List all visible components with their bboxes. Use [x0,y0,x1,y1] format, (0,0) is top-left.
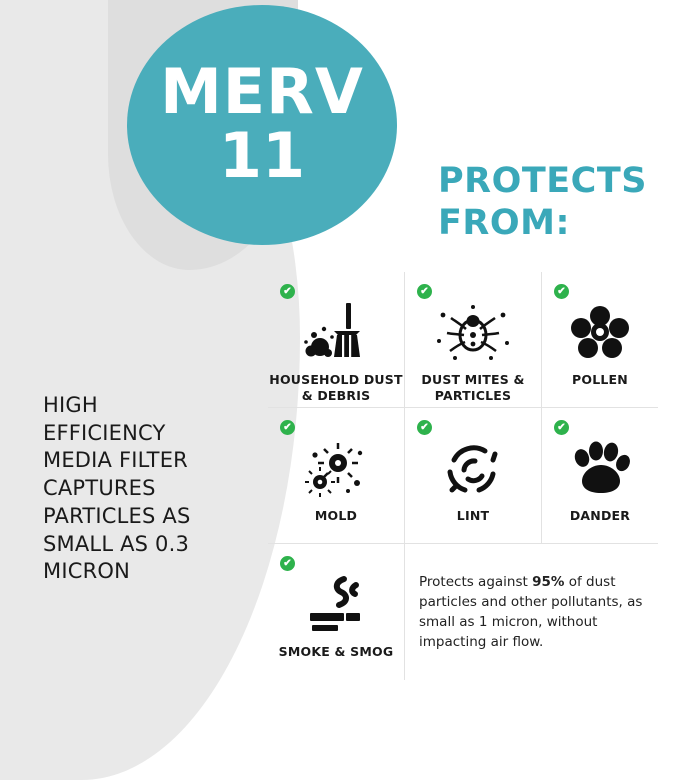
lint-icon [441,432,505,504]
check-icon: ✔ [554,284,569,299]
protection-grid [268,272,658,680]
check-icon: ✔ [280,284,295,299]
merv-word: MERV [160,54,364,128]
merv-rating-badge [127,5,397,245]
grid-item-label: MOLD [314,508,358,523]
grid-item-label: POLLEN [572,372,628,387]
grid-item-dust-mites [405,272,542,408]
note-part-2: of dust particles and other pollutants, as small as 1 micron, without impacting air flow. [419,573,643,651]
mold-spore-icon [298,432,374,504]
protects-from-heading: PROTECTS FROM: [438,161,647,243]
grid-item-household-dust [268,272,405,408]
check-icon: ✔ [417,284,432,299]
grid-item-dander [542,408,658,544]
grid-item-label: HOUSEHOLD DUST & DEBRIS [269,372,403,403]
grid-item-label: DUST MITES & PARTICLES [421,372,525,403]
note-part-1: Protects against [419,573,533,590]
pollen-icon [569,296,631,368]
check-icon: ✔ [554,420,569,435]
grid-item-smoke-smog [268,544,405,680]
check-icon: ✔ [280,556,295,571]
grid-item-lint [405,408,542,544]
grid-item-label: LINT [456,508,490,523]
check-icon: ✔ [280,420,295,435]
merv-number: 11 [218,119,306,193]
check-icon: ✔ [417,420,432,435]
efficiency-description: HIGH EFFICIENCY MEDIA FILTER CAPTURES PARTICLES AS SMALL AS 0.3 MICRON [43,393,191,584]
cigarette-smoke-icon [298,568,374,640]
grid-item-label: SMOKE & SMOG [278,644,394,659]
grid-item-mold [268,408,405,544]
grid-item-label: DANDER [569,508,631,523]
protection-note [405,544,658,680]
note-highlight: 95% [532,573,565,590]
paw-print-icon [569,432,631,504]
dust-mite-icon [433,296,513,368]
grid-item-pollen [542,272,658,408]
broom-dust-icon [298,296,374,368]
